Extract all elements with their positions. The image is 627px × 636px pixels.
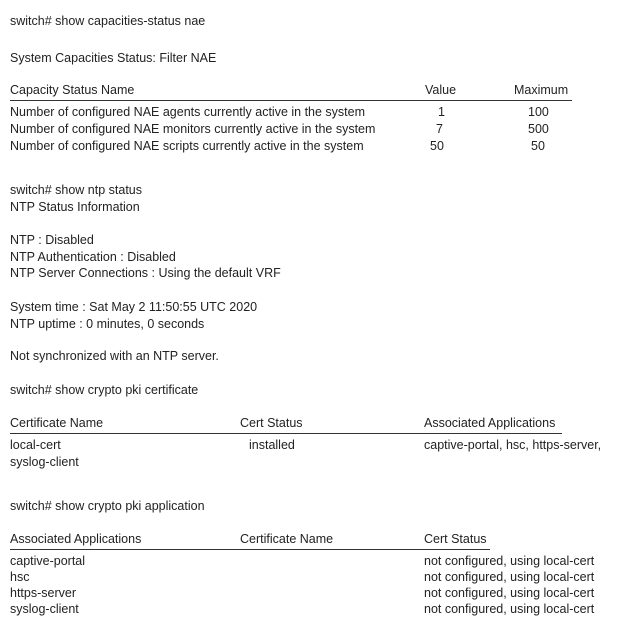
nae-row-name: Number of configured NAE monitors currently active in the system	[10, 122, 376, 136]
pki-cert-header-status: Cert Status	[240, 416, 303, 430]
pki-cert-row-name: local-cert	[10, 438, 61, 452]
nae-row-name: Number of configured NAE agents currently active in the system	[10, 105, 366, 119]
nae-row-value: 1	[438, 105, 445, 119]
pki-app-row-status: not configured, using local-cert	[424, 554, 595, 568]
ntp-server-line: NTP Server Connections : Using the default VRF	[10, 266, 281, 280]
nae-row-maximum: 50	[531, 139, 545, 153]
nae-header-value: Value	[425, 83, 457, 97]
nae-header-name: Capacity Status Name	[10, 83, 135, 97]
ntp-command: switch# show ntp status	[10, 183, 143, 197]
pki-app-row-app: syslog-client	[10, 602, 79, 616]
pki-app-row-status: not configured, using local-cert	[424, 586, 595, 600]
ntp-status-line: NTP : Disabled	[10, 233, 94, 247]
pki-cert-row-status: installed	[249, 438, 295, 452]
nae-row-value: 50	[430, 139, 444, 153]
ntp-auth-line: NTP Authentication : Disabled	[10, 250, 176, 264]
ntp-uptime: NTP uptime : 0 minutes, 0 seconds	[10, 317, 205, 331]
nae-row-maximum: 100	[528, 105, 549, 119]
ntp-system-time: System time : Sat May 2 11:50:55 UTC 2020	[10, 300, 258, 314]
pki-cert-header-rule	[10, 433, 562, 434]
pki-app-header-rule	[10, 549, 490, 550]
pki-cert-row-apps: captive-portal, hsc, https-server,	[424, 438, 602, 452]
nae-header-rule	[10, 100, 572, 101]
pki-app-row-status: not configured, using local-cert	[424, 570, 595, 584]
pki-cert-row-apps-cont: syslog-client	[10, 455, 79, 469]
pki-app-command: switch# show crypto pki application	[10, 499, 205, 513]
pki-cert-command: switch# show crypto pki certificate	[10, 383, 199, 397]
nae-row-name: Number of configured NAE scripts currently active in the system	[10, 139, 364, 153]
nae-subtitle: System Capacities Status: Filter NAE	[10, 51, 217, 65]
pki-app-header-status: Cert Status	[424, 532, 487, 546]
nae-row-maximum: 500	[528, 122, 549, 136]
nae-header-maximum: Maximum	[514, 83, 569, 97]
ntp-sync-note: Not synchronized with an NTP server.	[10, 349, 219, 363]
pki-cert-header-apps: Associated Applications	[424, 416, 556, 430]
pki-app-header-cert: Certificate Name	[240, 532, 334, 546]
pki-app-row-app: hsc	[10, 570, 30, 584]
pki-app-row-app: https-server	[10, 586, 76, 600]
nae-command: switch# show capacities-status nae	[10, 14, 206, 28]
nae-row-value: 7	[436, 122, 443, 136]
pki-app-row-status: not configured, using local-cert	[424, 602, 595, 616]
ntp-title: NTP Status Information	[10, 200, 140, 214]
pki-cert-header-name: Certificate Name	[10, 416, 104, 430]
pki-app-header-apps: Associated Applications	[10, 532, 142, 546]
pki-app-row-app: captive-portal	[10, 554, 86, 568]
